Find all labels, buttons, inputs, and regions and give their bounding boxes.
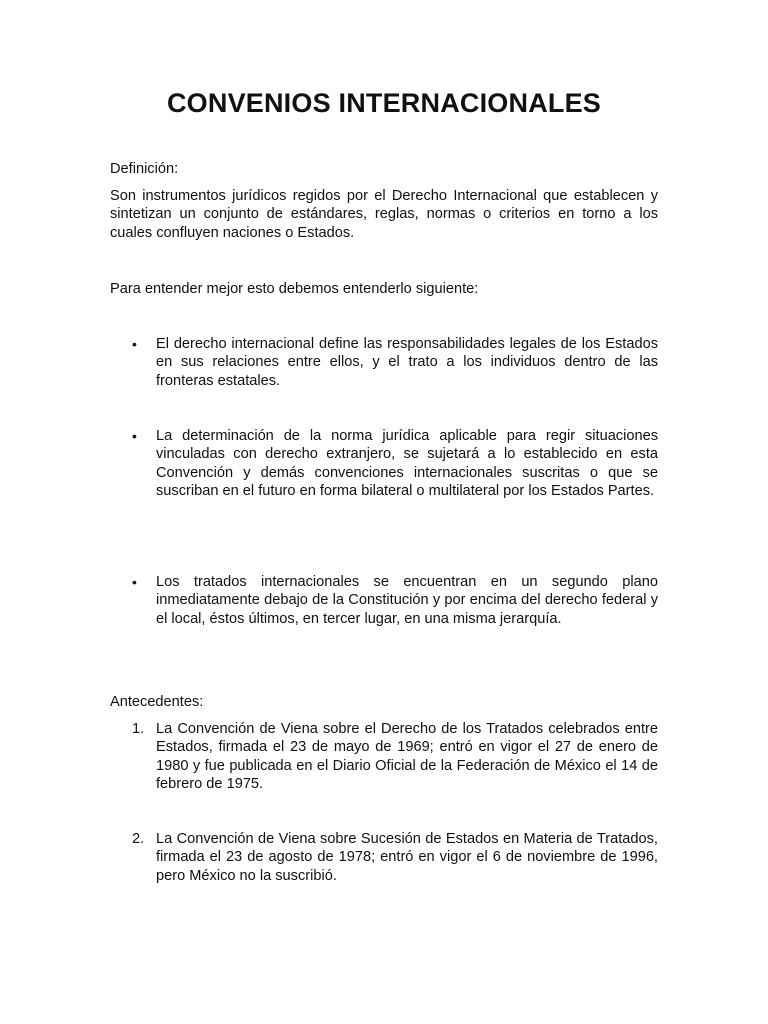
definition-heading: Definición: (110, 161, 179, 177)
bullet-item (110, 573, 658, 628)
bullet-marker: • (132, 428, 137, 444)
antecedentes-heading: Antecedentes: (110, 694, 204, 710)
numbered-item-text: La Convención de Viena sobre Sucesión de Estados en Materia de Tratados, firmada el 23 de agosto de 1978; entró en vigor el 6 de noviembre de 1996, pero México no la suscribió. (156, 831, 658, 884)
numbered-item-text: La Convención de Viena sobre el Derecho de los Tratados celebrados entre Estados, firmada el 23 de mayo de 1969; entró en vigor el 27 de enero de 1980 y fue publicada en el Diario Oficial de la Federación de México el 14 de febrero de 1975. (156, 721, 658, 793)
bullet-text: El derecho internacional define las responsabilidades legales de los Estados en sus relaciones entre ellos, y el trato a los individuos dentro de las fronteras estatales. (156, 336, 658, 389)
bullet-text: La determinación de la norma jurídica aplicable para regir situaciones vinculadas con derecho extranjero, se sujetará a lo establecido en esta Convención y demás convenciones internacionales suscritas o que se suscriban en el futuro en forma bilateral o multilateral por los Estados Partes. (156, 428, 658, 500)
definition-text: Son instrumentos jurídicos regidos por el Derecho Internacional que establecen y sintetizan un conjunto de estándares, reglas, normas o criterios en torno a los cuales confluyen naciones o Estados. (110, 188, 658, 241)
bullet-marker: • (132, 336, 137, 352)
bullet-item (110, 427, 658, 501)
bullet-text: Los tratados internacionales se encuentran en un segundo plano inmediatamente debajo de la Constitución y por encima del derecho federal y el local, éstos últimos, en tercer lugar, en una misma jerarquía. (156, 574, 658, 627)
intro-text: Para entender mejor esto debemos entenderlo siguiente: (110, 281, 479, 297)
page-title: CONVENIOS INTERNACIONALES (166, 88, 602, 118)
item-number: 2. (132, 831, 145, 847)
numbered-item (110, 720, 658, 794)
item-number: 1. (132, 721, 145, 737)
bullet-marker: • (132, 574, 137, 590)
bullet-item (110, 335, 658, 390)
numbered-item (110, 830, 658, 885)
